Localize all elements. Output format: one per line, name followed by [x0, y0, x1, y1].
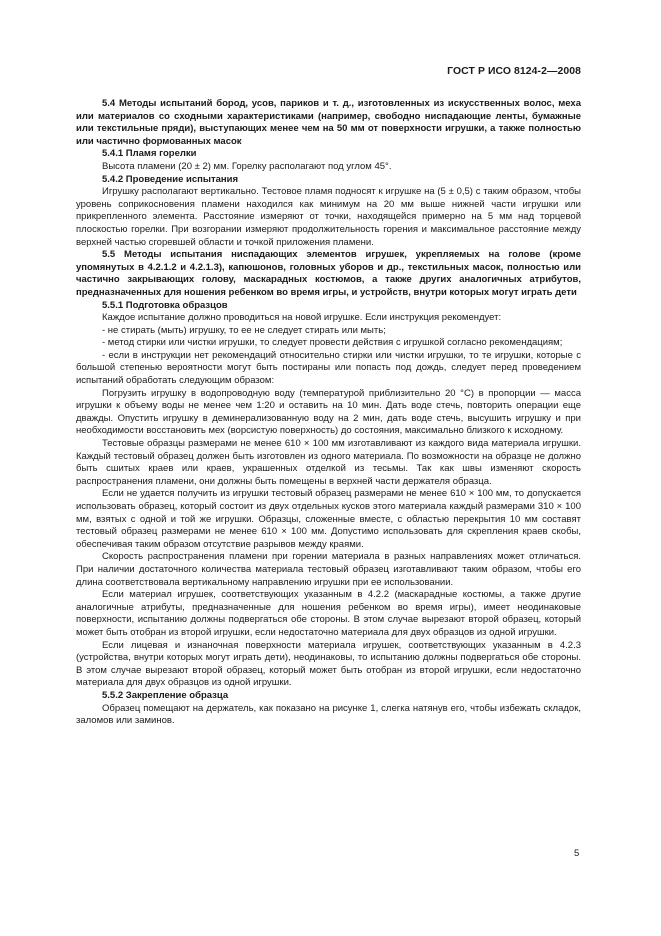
page-number: 5: [574, 848, 580, 859]
body-paragraph: Образец помещают на держатель, как показано на рисунке 1, слегка натянув его, чтобы избежать складок, заломов или заминов.: [76, 702, 581, 727]
body-paragraph: Тестовые образцы размерами не менее 610 × 100 мм изготавливают из каждого вида материала игрушки. Каждый тестовый образец должен быть изготовлен из одного материала. По возможности на образце не должно быть сшитых краев или краев, украшенных отделкой из тесьмы. Так как швы изменяют скорость распространения пламени, они должны быть помещены в верхней части держателя образца.: [76, 438, 581, 487]
list-item: - метод стирки или чистки игрушки, то следует провести действия с игрушкой согласно рекомендациям;: [102, 337, 563, 349]
list-item: - если в инструкции нет рекомендаций относительно стирки или чистки игрушки, то те игрушки, которые с большой степенью вероятности могут быть постираны или попасть под дождь, следует перед проведением испытаний обработать следующим образом:: [76, 349, 581, 387]
subsection-heading: 5.4.1 Пламя горелки: [102, 148, 197, 160]
subsection-heading: 5.5.1 Подготовка образцов: [102, 299, 228, 311]
body-paragraph: Если лицевая и изнаночная поверхности материала игрушек, соответствующих указанным в 4.2.3 (устройства, внутри которых могут играть дети), неодинаковы, то испытанию должны подвергаться обе стороны. В этом случае вырезают второй образец, который может быть отобран из второй игрушки, если недостаточно материала для двух образцов из одной игрушки.: [76, 639, 581, 689]
section-heading: 5.5 Методы испытания ниспадающих элементов игрушек, укрепляемых на голове (кроме упомянутых в 4.2.1.2 и 4.2.1.3), капюшонов, головных уборов и др., текстильных масок, полностью или частично закрывающих голову, маскарадных костюмов, а также других аналогичных атрибутов, предназначенных для ношения ребенком во время игры, и устройств, внутри которых могут играть дети: [76, 249, 581, 298]
list-item: - не стирать (мыть) игрушку, то ее не следует стирать или мыть;: [102, 324, 386, 336]
standard-code-header: ГОСТ Р ИСО 8124-2—2008: [447, 66, 581, 77]
subsection-heading: 5.5.2 Закрепление образца: [102, 689, 229, 701]
body-paragraph: Скорость распространения пламени при горении материала в разных направлениях может отличаться. При наличии достаточного количества материала тестовый образец изготавливают таким образом, чтобы его длина соответствовала вертикальному направлению игрушки при ее использовании.: [76, 551, 581, 588]
body-paragraph: Игрушку располагают вертикально. Тестовое пламя подносят к игрушке на (5 ± 0,5) с таким образом, чтобы уровень соприкосновения пламени находился как минимум на 20 мм выше нижней части игрушки или прикрепленного элемента. Расстояние измеряют от точки, находящейся примерно на 5 мм над торцевой плоскостью горелки. При возгорании измеряют продолжительность горения и максимальное расстояние между верхней частью сгоревшей области и точкой приложения пламени.: [76, 186, 581, 248]
body-paragraph: Погрузить игрушку в водопроводную воду (температурой приблизительно 20 °С) в пропорции — масса игрушки к объему воды не менее чем 1:20 и оставить на 10 мин. Дать воде стечь, повторить операции еще дважды. Опустить игрушку в деминерализованную воду на 2 мин, дать воде стечь, высушить игрушку и при необходимости восстановить мех (ворсистую поверхность) до состояния, максимально близкого к исходному.: [76, 387, 581, 437]
body-paragraph: Высота пламени (20 ± 2) мм. Горелку располагают под углом 45°.: [102, 160, 392, 172]
body-paragraph: Если не удается получить из игрушки тестовый образец размерами не менее 610 × 100 мм, то допускается использовать образец, который состоит из двух отдельных кусков этого материала каждый размерами 310 × 100 мм, взятых с одной и той же игрушки. Образцы, сложенные вместе, с областью перекрытия 10 мм составят тестовый образец размерами не менее 610 × 100 мм. Допустимо использовать для скрепления краев скобы, обеспечивая таким образом отсутствие разрывов между краями.: [76, 488, 581, 550]
section-heading: 5.4 Методы испытаний бород, усов, париков и т. д., изготовленных из искусственных волос, меха или материалов со сходными характеристиками (например, свободно ниспадающие ленты, бумажные или текстильные пряди), выступающих менее чем на 50 мм от поверхности игрушки, а также полностью или частично формованных масок: [76, 98, 581, 147]
subsection-heading: 5.4.2 Проведение испытания: [102, 173, 239, 185]
body-paragraph: Если материал игрушек, соответствующих указанным в 4.2.2 (маскарадные костюмы, а также другие аналогичные атрибуты, предназначенные для ношения ребенком во время игры), имеет неодинаковые поверхности, испытанию должны подвергаться обе стороны. В этом случае вырезают второй образец, который может быть отобран из второй игрушки, если недостаточно материала для двух образцов из одной игрушки.: [76, 589, 581, 638]
document-body: [76, 98, 581, 728]
body-paragraph: Каждое испытание должно проводиться на новой игрушке. Если инструкция рекомендует:: [102, 312, 502, 324]
